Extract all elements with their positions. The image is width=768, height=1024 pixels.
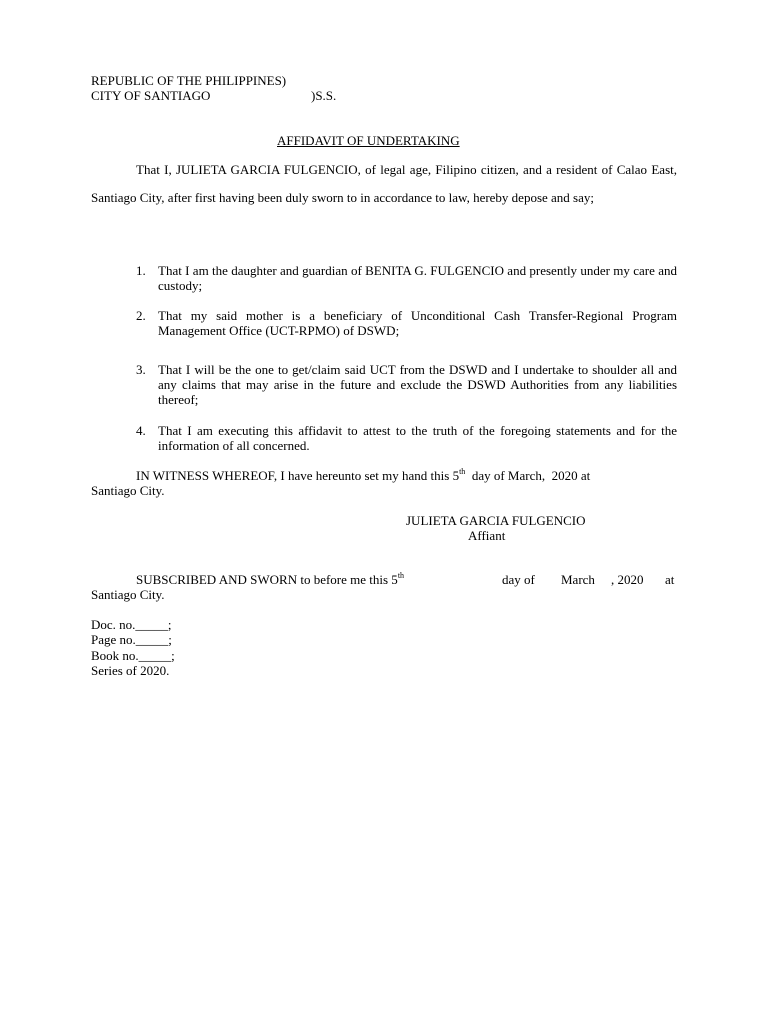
item-text-4: That I am executing this affidavit to attest to the truth of the foregoing statements and for the information of all concerned. xyxy=(158,423,677,453)
witness-line-2: Santiago City. xyxy=(91,483,165,498)
affiant-name: JULIETA GARCIA FULGENCIO xyxy=(406,513,586,528)
item-number-1: 1. xyxy=(136,263,146,278)
notary-doc-no: Doc. no._____; xyxy=(91,617,172,632)
item-number-2: 2. xyxy=(136,308,146,323)
sworn-line-1 xyxy=(136,572,404,587)
witness-line-1 xyxy=(136,468,590,483)
header-republic: REPUBLIC OF THE PHILIPPINES) xyxy=(91,73,287,88)
intro-paragraph: That I, JULIETA GARCIA FULGENCIO, of legal age, Filipino citizen, and a resident of Calao East, Santiago City, after first having been duly sworn to in accordance to law, hereby depose and say; xyxy=(91,162,677,205)
item-text-3: That I will be the one to get/claim said UCT from the DSWD and I undertake to shoulder all and any claims that may arise in the future and exclude the DSWD Authorities from any liabilities thereof; xyxy=(158,362,677,407)
item-number-3: 3. xyxy=(136,362,146,377)
sworn-day-of: day of xyxy=(502,572,535,587)
sworn-text-before: SUBSCRIBED AND SWORN to before me this 5 xyxy=(136,572,398,587)
sworn-month: March xyxy=(561,572,595,587)
witness-text-before: IN WITNESS WHEREOF, I have hereunto set my hand this 5 xyxy=(136,468,460,483)
notary-series: Series of 2020. xyxy=(91,663,170,678)
sworn-day-suffix: th xyxy=(397,571,405,580)
witness-text-after: day of March, 2020 at xyxy=(465,468,591,483)
sworn-year: , 2020 xyxy=(611,572,644,587)
item-text-2: That my said mother is a beneficiary of Unconditional Cash Transfer-Regional Program Management Office (UCT-RPMO) of DSWD; xyxy=(158,308,677,338)
notary-page-no: Page no._____; xyxy=(91,632,172,647)
sworn-line-2: Santiago City. xyxy=(91,587,165,602)
affiant-label: Affiant xyxy=(468,528,506,543)
item-number-4: 4. xyxy=(136,423,146,438)
item-text-1: That I am the daughter and guardian of BENITA G. FULGENCIO and presently under my care and custody; xyxy=(158,263,677,293)
header-ss: )S.S. xyxy=(311,88,337,103)
header-city: CITY OF SANTIAGO xyxy=(91,88,211,103)
sworn-at: at xyxy=(665,572,675,587)
notary-book-no: Book no._____; xyxy=(91,648,175,663)
witness-day-suffix: th xyxy=(459,467,466,476)
document-title: AFFIDAVIT OF UNDERTAKING xyxy=(277,133,460,148)
